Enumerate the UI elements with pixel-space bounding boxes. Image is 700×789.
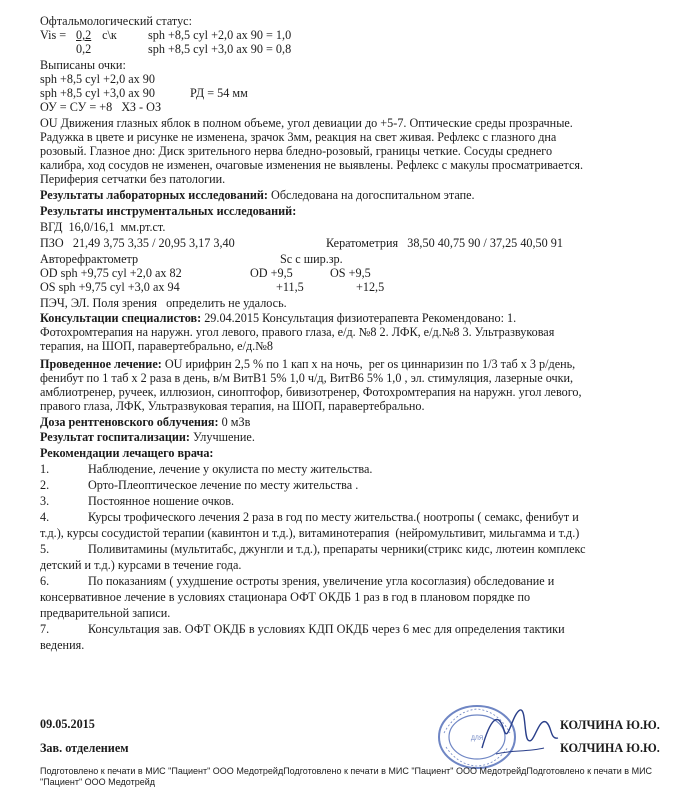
treatment-line-1 (40, 357, 575, 371)
rec-text: Консультация зав. ОФТ ОКДБ в условиях КДП ОКДБ через 6 мес для определения тактики (88, 622, 565, 636)
visual-field-line: ПЭЧ, ЭЛ. Поля зрения определить не удалось. (40, 296, 287, 310)
rec-text: консервативное лечение в условиях стационара ОФТ ОКДБ 1 раз в год в плановом порядке по (40, 590, 531, 604)
autoref-label: Авторефрактометр (40, 252, 139, 266)
rec-number: 3. (40, 494, 50, 508)
os-autoref: OS sph +9,75 cyl +3,0 ax 94 (40, 280, 180, 294)
print-footer-line-2: "Пациент" ООО Медотрейд (40, 777, 156, 787)
exam-line: Радужка в цвете и рисунке не изменена, зрачок 3мм, реакция на свет живая. Рефлекс с глазного дна (40, 130, 557, 144)
consult-line: терапия, на ШОП, паравертебрально, е/д.№8 (40, 339, 273, 353)
print-footer-line-1: Подготовлено к печати в МИС "Пациент" ООО МедотрейдПодготовлено к печати в МИС "Пациент" ООО МедотрейдПодготовлено к печати в МИС (40, 766, 653, 776)
keratometry-line: Кератометрия 38,50 40,75 90 / 37,25 40,50 91 (326, 236, 563, 250)
sc-label: Sc с шир.зр. (280, 252, 343, 266)
treatment-line: амблиотренер, ручеек, иллюзион, синоптофор, бивизотренер, Фотохромтерапия на наружн. угол левого, (40, 385, 582, 399)
od-autoref: OD sph +9,75 cyl +2,0 ax 82 (40, 266, 182, 280)
dose-line (40, 415, 250, 429)
axial-length-line: ПЗО 21,49 3,75 3,35 / 20,95 3,17 3,40 (40, 236, 235, 250)
rec-number: 2. (40, 478, 50, 492)
vis-os-rx: sph +8,5 cyl +3,0 ax 90 = 0,8 (148, 42, 292, 56)
iop-line: ВГД 16,0/16,1 мм.рт.ст. (40, 220, 166, 234)
consult-text: 29.04.2015 Консультация физиотерапевта Рекомендовано: 1. (201, 311, 517, 325)
consult-line: Фотохромтерапия на наружн. угол левого, правого глаза, е/д. №8 2. ЛФК, е/д.№8 3. Ультразвуковая (40, 325, 555, 339)
glasses-heading: Выписаны очки: (40, 58, 126, 72)
os-sc-2: +12,5 (356, 280, 385, 294)
vis-label: Vis = (40, 28, 70, 42)
lab-text: Обследована на догоспитальном этапе. (267, 188, 475, 202)
rec-number: 5. (40, 542, 50, 556)
result-text: Улучшение. (189, 430, 255, 444)
pupillary-distance: РД = 54 мм (190, 86, 248, 100)
vis-od-rx: sph +8,5 cyl +2,0 ax 90 = 1,0 (148, 28, 292, 42)
rec-number: 4. (40, 510, 50, 524)
rec-text: предварительной записи. (40, 606, 171, 620)
dose-heading: Доза рентгеновского облучения: (40, 415, 219, 429)
exam-line: Периферия сетчатки без патологии. (40, 172, 226, 186)
exam-line: OU Движения глазных яблок в полном объеме, угол девиации до +5-7. Оптические среды прозрачные. (40, 116, 573, 130)
rec-text: детский и т.д.) курсами в течение года. (40, 558, 242, 572)
od-sc-2: +11,5 (276, 280, 304, 294)
consult-heading: Консультации специалистов: (40, 311, 202, 325)
exam-line: розовый. Глазное дно: Диск зрительного нерва бледно-розовый, границы четкие. Сосуды среднего (40, 144, 553, 158)
treatment-line: фенибут по 1 таб х 2 раза в день, в/м ВитВ1 5% 1,0 ч/д, ВитВ6 5% 1,0 , эл. стимуляция, лазерные очки, (40, 371, 574, 385)
result-heading: Результат госпитализации: (40, 430, 190, 444)
lab-heading: Результаты лабораторных исследований: (40, 188, 268, 202)
svg-text:ДЛЯ: ДЛЯ (470, 736, 484, 742)
rec-text: Курсы трофического лечения 2 раза в год по месту жительства.( ноотропы ( семакс, фенибут и (88, 510, 579, 524)
signature-date: 09.05.2015 (40, 717, 95, 731)
dose-text: 0 мЗв (218, 415, 251, 429)
rec-text: По показаниям ( ухудшение остроты зрения, увеличение угла косоглазия) обследование и (88, 574, 555, 588)
rec-number: 7. (40, 622, 50, 636)
instr-heading: Результаты инструментальных исследований: (40, 204, 297, 218)
head-of-department-label: Зав. отделением (40, 741, 129, 755)
rec-number: 1. (40, 462, 50, 476)
handwritten-signature (476, 700, 562, 762)
recs-heading: Рекомендации лечащего врача: (40, 446, 214, 460)
treatment-line: правого глаза, ЛФК, Ультразвуковая терапия, на ШОП, паравертебрально. (40, 399, 425, 413)
glasses-rx-1: sph +8,5 cyl +2,0 ax 90 (40, 72, 155, 86)
rec-number: 6. (40, 574, 50, 588)
consult-line-1 (40, 311, 516, 325)
od-sc: OD +9,5 (250, 266, 293, 280)
glasses-rx-2: sph +8,5 cyl +3,0 ax 90 (40, 86, 155, 100)
oph-status-heading: Офтальмологический статус: (40, 14, 192, 28)
vis-od-value: 0,2 (76, 28, 92, 42)
rec-text: ведения. (40, 638, 85, 652)
result-line (40, 430, 255, 444)
os-sc: OS +9,5 (330, 266, 371, 280)
doctor-name: КОЛЧИНА Ю.Ю. (560, 718, 660, 732)
head-name: КОЛЧИНА Ю.Ю. (560, 741, 660, 755)
treatment-heading: Проведенное лечение: (40, 357, 162, 371)
rec-text: Наблюдение, лечение у окулиста по месту жительства. (88, 462, 373, 476)
rec-text: Постоянное ношение очков. (88, 494, 234, 508)
rec-text: Орто-Плеоптическое лечение по месту жительства . (88, 478, 359, 492)
exam-line: калибра, ход сосудов не изменен, очаговые изменения не выявлены. Рефлекс с макулы просматривается. (40, 158, 584, 172)
lab-results (40, 188, 475, 202)
rec-text: Поливитамины (мультитабс, джунгли и т.д.), препараты черники(стрикс кидс, лютеин комплекс (88, 542, 586, 556)
vis-os-value: 0,2 (76, 42, 92, 56)
rec-text: т.д.), курсы сосудистой терапии (кавинтон и т.д.), витаминотерапия (нейромультивит, мильгамма и т.д.) (40, 526, 580, 540)
treatment-text: OU ирифрин 2,5 % по 1 кап х на ночь, per os циннаризин по 1/3 таб х 3 р/день, (161, 357, 576, 371)
vis-correction-label: с\к (96, 28, 117, 42)
glasses-rx-3: ОУ = СУ = +8 ХЗ - ОЗ (40, 100, 162, 114)
